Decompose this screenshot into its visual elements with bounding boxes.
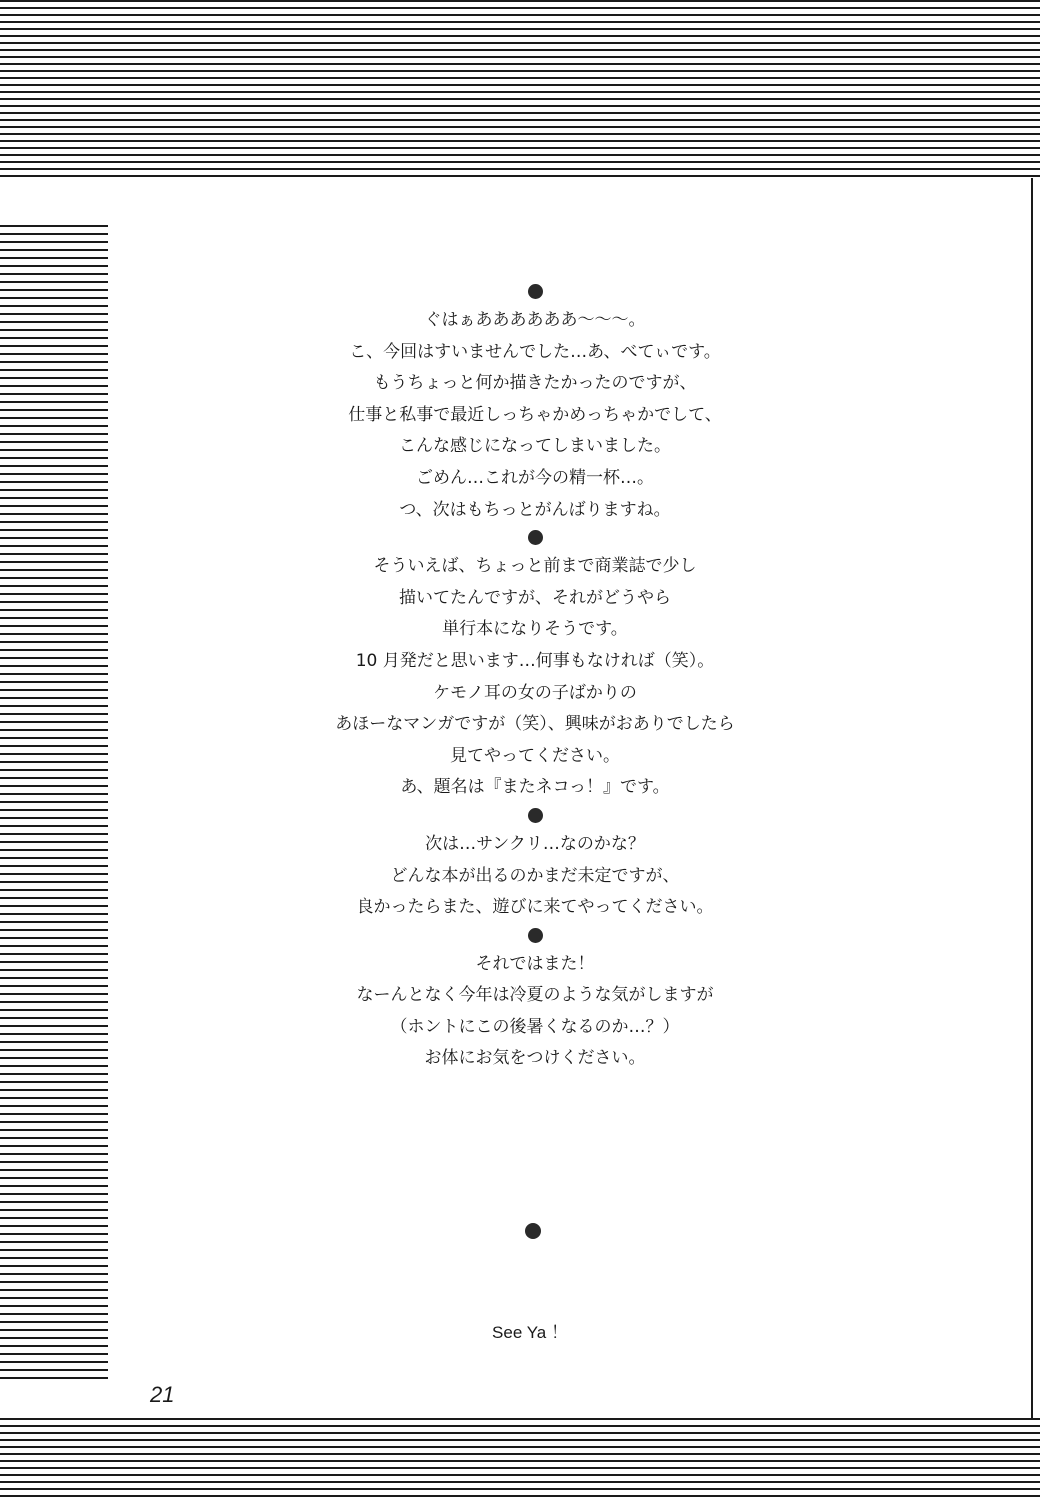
text-line: お体にお気をつけください。 <box>424 1048 646 1069</box>
left-stripe-band <box>0 225 108 1385</box>
text-line: 10 月発だと思います…何事もなければ（笑）。 <box>355 650 715 671</box>
text-line: あ、題名は『またネコっ！』です。 <box>400 777 670 798</box>
closing-bullet-dot <box>525 1223 541 1239</box>
text-line: こんな感じになってしまいました。 <box>399 436 671 457</box>
text-line: ケモノ耳の女の子ばかりの <box>433 682 637 703</box>
text-line: 良かったらまた、遊びに来てやってください。 <box>356 897 714 918</box>
text-line: 単行本になりそうです。 <box>442 619 628 640</box>
text-line: それではまた！ <box>475 953 595 974</box>
text-line: 見てやってください。 <box>450 745 620 766</box>
text-line: ごめん…これが今の精一杯…。 <box>416 467 654 488</box>
afterword-text <box>180 280 890 1075</box>
text-line: つ、次はもちっとがんばりますね。 <box>399 499 671 520</box>
text-line: 仕事と私事で最近しっちゃかめっちゃかでして、 <box>348 404 722 425</box>
top-stripe-band <box>0 0 1040 178</box>
text-line: 次は…サンクリ…なのかな？ <box>425 833 645 854</box>
text-line: 描いてたんですが、それがどうやら <box>399 587 671 608</box>
section-bullet-dot <box>528 284 543 299</box>
section-bullet-dot <box>528 808 543 823</box>
text-line: もうちょっと何か描きたかったのですが、 <box>373 373 697 394</box>
text-line: （ホントにこの後暑くなるのか…？） <box>390 1016 680 1037</box>
text-line: なーんとなく今年は冷夏のような気がしますが <box>356 985 714 1006</box>
section-bullet-dot <box>528 928 543 943</box>
text-line: そういえば、ちょっと前まで商業誌で少し <box>373 556 697 577</box>
text-line: こ、今回はすいませんでした…あ、べてぃです。 <box>349 341 721 362</box>
signoff-text: See Ya ！ <box>492 1323 568 1342</box>
right-border-rule <box>1031 178 1033 1418</box>
text-line: ぐはぁああああああ〜〜〜。 <box>424 310 646 330</box>
text-line: あほーなマンガですが（笑）、興味がおありでしたら <box>335 714 735 735</box>
section-bullet-dot <box>528 530 543 545</box>
text-line: どんな本が出るのかまだ未定ですが、 <box>390 865 680 886</box>
bottom-stripe-band <box>0 1418 1040 1500</box>
page-number: 21 <box>150 1382 175 1407</box>
